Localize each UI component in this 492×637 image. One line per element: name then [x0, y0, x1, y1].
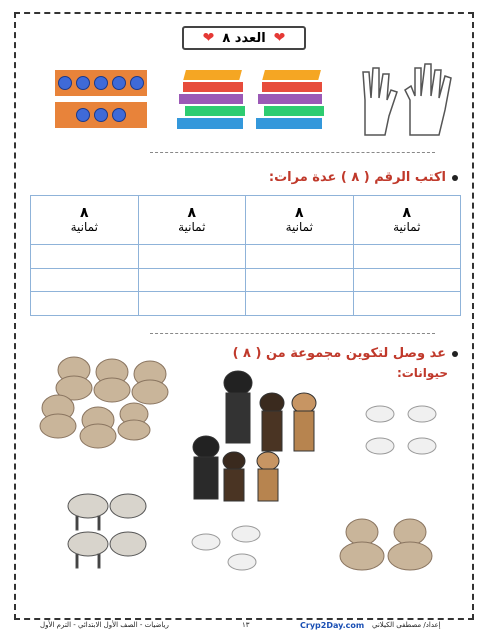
- table-cell[interactable]: [246, 268, 354, 292]
- dot: [130, 76, 144, 90]
- table-cell[interactable]: [138, 292, 246, 316]
- hands-eight-fingers-image: [355, 60, 455, 140]
- mice-group-image: [186, 522, 276, 578]
- heart-icon: ❤: [202, 30, 215, 46]
- table-row[interactable]: [31, 292, 461, 316]
- table-cell[interactable]: [246, 292, 354, 316]
- write-instruction-text: اكتب الرقم ( ٨ ) عدة مرات:: [268, 170, 446, 185]
- count-instruction: [233, 346, 458, 361]
- dot-box-five: [55, 70, 147, 96]
- table-row[interactable]: [31, 268, 461, 292]
- count-instruction-sub: حيوانات:: [396, 366, 448, 380]
- dot: [94, 108, 108, 122]
- footer: [0, 621, 492, 635]
- site-link[interactable]: Cryp2Day.com: [300, 621, 365, 630]
- cell-word: ثمانية: [393, 220, 421, 234]
- footer-right: إعداد/ مصطفى الكيلاني: [372, 621, 441, 629]
- dot: [76, 76, 90, 90]
- cats-group-image: [34, 350, 184, 450]
- table-row[interactable]: [31, 245, 461, 269]
- mice-group-image: [360, 400, 450, 470]
- table-cell[interactable]: [31, 245, 139, 269]
- bullet-icon: [452, 351, 458, 357]
- dot: [112, 76, 126, 90]
- table-cell: [31, 196, 139, 245]
- separator-line: [150, 333, 435, 334]
- table-cell: [138, 196, 246, 245]
- table-cell[interactable]: [246, 245, 354, 269]
- table-cell[interactable]: [138, 245, 246, 269]
- separator-line: [150, 152, 435, 153]
- cell-numeral: ٨: [79, 205, 89, 221]
- table-cell: [246, 196, 354, 245]
- cell-numeral: ٨: [294, 205, 304, 221]
- cats-group-image: [332, 512, 442, 574]
- cell-numeral: ٨: [402, 205, 412, 221]
- table-cell[interactable]: [353, 245, 461, 269]
- dot: [112, 108, 126, 122]
- cell-word: ثمانية: [178, 220, 206, 234]
- bullet-icon: [452, 175, 458, 181]
- heart-icon: ❤: [273, 30, 286, 46]
- table-cell[interactable]: [353, 268, 461, 292]
- table-cell[interactable]: [31, 268, 139, 292]
- dot-box-three: [55, 102, 147, 128]
- cell-word: ثمانية: [285, 220, 313, 234]
- writing-table: [30, 195, 461, 316]
- dot: [76, 108, 90, 122]
- books-stack-image: [175, 66, 257, 134]
- footer-left: رياضيات - الصف الأول الابتدائي - الترم الأول: [40, 621, 169, 629]
- sheep-group-image: [58, 484, 148, 574]
- cell-numeral: ٨: [187, 205, 197, 221]
- dogs-group-image: [188, 365, 328, 505]
- table-cell[interactable]: [31, 292, 139, 316]
- table-row: [31, 196, 461, 245]
- page-title: [182, 26, 306, 50]
- dot: [94, 76, 108, 90]
- cell-word: ثمانية: [70, 220, 98, 234]
- table-cell[interactable]: [353, 292, 461, 316]
- table-cell[interactable]: [138, 268, 246, 292]
- dot: [58, 76, 72, 90]
- write-instruction: [269, 170, 458, 185]
- page-number: ١٣: [242, 621, 250, 629]
- title-text: العدد ٨: [222, 30, 266, 46]
- books-stack-image: [254, 66, 336, 134]
- count-instruction-text: عد وصل لتكوين مجموعة من ( ٨ ): [232, 346, 446, 361]
- table-cell: [353, 196, 461, 245]
